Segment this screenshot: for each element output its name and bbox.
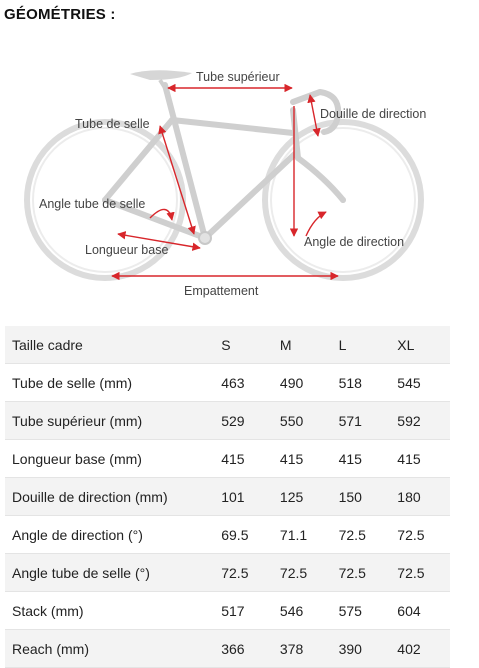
cell-l: 575 <box>333 592 392 630</box>
row-label: Tube de selle (mm) <box>5 364 215 402</box>
header-size-m: M <box>274 326 333 364</box>
label-angle-tube-de-selle: Angle tube de selle <box>39 197 146 211</box>
cell-l: 415 <box>333 440 392 478</box>
cell-s: 72.5 <box>215 554 274 592</box>
cell-l: 518 <box>333 364 392 402</box>
head-angle-arc <box>306 212 326 236</box>
label-douille-de-direction: Douille de direction <box>320 107 427 121</box>
cell-l: 150 <box>333 478 392 516</box>
table-row <box>5 478 450 516</box>
header-size-l: L <box>333 326 392 364</box>
table-header-row <box>5 326 450 364</box>
cell-xl: 72.5 <box>391 554 450 592</box>
cell-s: 463 <box>215 364 274 402</box>
row-label: Stack (mm) <box>5 592 215 630</box>
cell-xl: 72.5 <box>391 516 450 554</box>
label-empattement: Empattement <box>184 284 259 298</box>
geometry-table <box>5 326 450 668</box>
cell-xl: 604 <box>391 592 450 630</box>
cell-m: 550 <box>274 402 333 440</box>
row-label: Douille de direction (mm) <box>5 478 215 516</box>
cell-m: 72.5 <box>274 554 333 592</box>
cell-m: 378 <box>274 630 333 668</box>
cell-s: 529 <box>215 402 274 440</box>
cell-m: 125 <box>274 478 333 516</box>
table-row <box>5 402 450 440</box>
cell-xl: 592 <box>391 402 450 440</box>
table-row <box>5 516 450 554</box>
table-row <box>5 554 450 592</box>
table-row <box>5 592 450 630</box>
label-longueur-base: Longueur base <box>85 243 169 257</box>
header-size-xl: XL <box>391 326 450 364</box>
table-row <box>5 630 450 668</box>
label-tube-de-selle: Tube de selle <box>75 117 150 131</box>
page-title: GÉOMÉTRIES : <box>4 6 116 23</box>
cell-l: 571 <box>333 402 392 440</box>
cell-s: 415 <box>215 440 274 478</box>
cell-xl: 415 <box>391 440 450 478</box>
row-label: Angle de direction (°) <box>5 516 215 554</box>
row-label: Longueur base (mm) <box>5 440 215 478</box>
bike-geometry-diagram <box>0 40 479 320</box>
saddle <box>130 70 192 88</box>
row-label: Reach (mm) <box>5 630 215 668</box>
cell-s: 101 <box>215 478 274 516</box>
cell-s: 366 <box>215 630 274 668</box>
header-taille-cadre: Taille cadre <box>5 326 215 364</box>
cell-m: 71.1 <box>274 516 333 554</box>
label-angle-de-direction: Angle de direction <box>304 235 405 249</box>
bottom-bracket <box>199 232 211 244</box>
header-size-s: S <box>215 326 274 364</box>
cell-m: 546 <box>274 592 333 630</box>
cell-xl: 545 <box>391 364 450 402</box>
cell-xl: 180 <box>391 478 450 516</box>
label-tube-superieur: Tube supérieur <box>196 70 280 84</box>
cell-xl: 402 <box>391 630 450 668</box>
cell-s: 69.5 <box>215 516 274 554</box>
bike-frame <box>105 85 343 238</box>
cell-l: 72.5 <box>333 554 392 592</box>
table-row <box>5 440 450 478</box>
cell-l: 72.5 <box>333 516 392 554</box>
row-label: Angle tube de selle (°) <box>5 554 215 592</box>
cell-m: 415 <box>274 440 333 478</box>
table-row <box>5 364 450 402</box>
row-label: Tube supérieur (mm) <box>5 402 215 440</box>
cell-m: 490 <box>274 364 333 402</box>
cell-s: 517 <box>215 592 274 630</box>
cell-l: 390 <box>333 630 392 668</box>
